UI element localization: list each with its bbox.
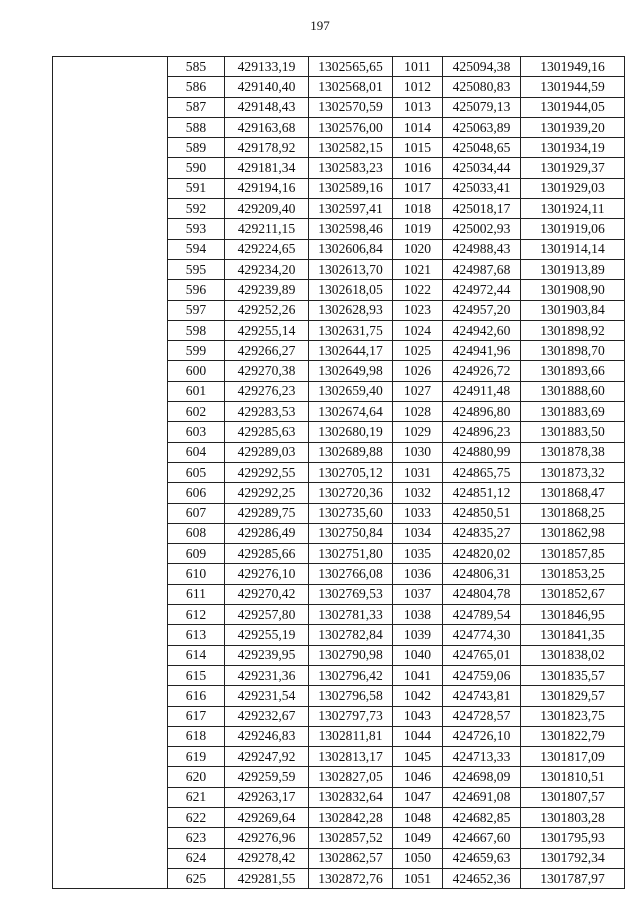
table-cell: 429278,42 (225, 848, 309, 868)
table-cell: 1301817,09 (521, 747, 625, 767)
table-cell: 1302570,59 (309, 97, 393, 117)
table-cell: 1301898,70 (521, 341, 625, 361)
table-cell: 429281,55 (225, 868, 309, 888)
table-cell: 429289,03 (225, 442, 309, 462)
table-cell: 616 (168, 686, 225, 706)
table-cell: 1301924,11 (521, 199, 625, 219)
table-cell: 1302568,01 (309, 77, 393, 97)
table-cell: 608 (168, 523, 225, 543)
table-cell: 596 (168, 280, 225, 300)
table-cell: 424896,80 (443, 402, 521, 422)
table-cell: 1301835,57 (521, 665, 625, 685)
table-cell: 1302796,58 (309, 686, 393, 706)
table-cell: 424743,81 (443, 686, 521, 706)
table-cell: 429270,38 (225, 361, 309, 381)
table-cell: 429181,34 (225, 158, 309, 178)
table-cell: 1018 (393, 199, 443, 219)
table-cell: 1301913,89 (521, 259, 625, 279)
table-cell: 621 (168, 787, 225, 807)
table-cell: 424957,20 (443, 300, 521, 320)
table-cell: 1302597,41 (309, 199, 393, 219)
table-cell: 429285,66 (225, 544, 309, 564)
table-cell: 1302606,84 (309, 239, 393, 259)
table-cell: 429255,19 (225, 625, 309, 645)
table-cell: 590 (168, 158, 225, 178)
table-cell: 424804,78 (443, 584, 521, 604)
table-cell: 424926,72 (443, 361, 521, 381)
table-cell: 588 (168, 117, 225, 137)
table-cell: 429289,75 (225, 503, 309, 523)
table-cell: 1030 (393, 442, 443, 462)
table-cell: 1301823,75 (521, 706, 625, 726)
table-cell: 429209,40 (225, 199, 309, 219)
table-cell: 424659,63 (443, 848, 521, 868)
table-cell: 1020 (393, 239, 443, 259)
table-cell: 429163,68 (225, 117, 309, 137)
table-cell: 1302790,98 (309, 645, 393, 665)
table-cell: 1302598,46 (309, 219, 393, 239)
table-cell: 424682,85 (443, 807, 521, 827)
table-cell: 1302576,00 (309, 117, 393, 137)
table-cell: 1301883,69 (521, 402, 625, 422)
table-cell: 622 (168, 807, 225, 827)
table-cell: 1027 (393, 381, 443, 401)
table-cell: 1301795,93 (521, 828, 625, 848)
table-cell: 1301893,66 (521, 361, 625, 381)
table-cell: 1301868,25 (521, 503, 625, 523)
table-cell: 1301853,25 (521, 564, 625, 584)
table-cell: 425034,44 (443, 158, 521, 178)
table-cell: 429286,49 (225, 523, 309, 543)
table-cell: 1040 (393, 645, 443, 665)
table-cell: 623 (168, 828, 225, 848)
table-cell: 429257,80 (225, 605, 309, 625)
table-cell: 1301841,35 (521, 625, 625, 645)
table-cell: 424865,75 (443, 462, 521, 482)
table-cell: 615 (168, 665, 225, 685)
page-number: 197 (310, 18, 330, 33)
table-cell: 598 (168, 320, 225, 340)
table-cell: 593 (168, 219, 225, 239)
table-cell: 1301810,51 (521, 767, 625, 787)
table-cell: 1051 (393, 868, 443, 888)
table-cell: 1050 (393, 848, 443, 868)
table-cell: 1302782,84 (309, 625, 393, 645)
table-cell: 1302618,05 (309, 280, 393, 300)
table-cell: 425048,65 (443, 138, 521, 158)
table-cell: 425018,17 (443, 199, 521, 219)
table-cell: 1302862,57 (309, 848, 393, 868)
table-cell: 424667,60 (443, 828, 521, 848)
table-cell: 429140,40 (225, 77, 309, 97)
table-cell: 424806,31 (443, 564, 521, 584)
table-cell: 429259,59 (225, 767, 309, 787)
table-cell: 625 (168, 868, 225, 888)
table-cell: 429211,15 (225, 219, 309, 239)
table-cell: 601 (168, 381, 225, 401)
table-cell: 1302769,53 (309, 584, 393, 604)
table-cell: 1302689,88 (309, 442, 393, 462)
table-cell: 1302644,17 (309, 341, 393, 361)
table-cell: 607 (168, 503, 225, 523)
table-cell: 424851,12 (443, 483, 521, 503)
table-cell: 1022 (393, 280, 443, 300)
table-cell: 1301929,03 (521, 178, 625, 198)
table-cell: 1301868,47 (521, 483, 625, 503)
table-cell: 602 (168, 402, 225, 422)
table-cell: 611 (168, 584, 225, 604)
table-cell: 1301803,28 (521, 807, 625, 827)
table-cell: 424726,10 (443, 726, 521, 746)
table-cell: 424728,57 (443, 706, 521, 726)
table-cell: 586 (168, 77, 225, 97)
table-cell: 1037 (393, 584, 443, 604)
table-cell: 429269,64 (225, 807, 309, 827)
table-cell: 1302813,17 (309, 747, 393, 767)
table-cell: 1023 (393, 300, 443, 320)
table-cell: 424774,30 (443, 625, 521, 645)
table-cell: 429232,67 (225, 706, 309, 726)
table-cell: 609 (168, 544, 225, 564)
table-cell: 1301838,02 (521, 645, 625, 665)
table-cell: 1019 (393, 219, 443, 239)
table-cell: 587 (168, 97, 225, 117)
table-cell: 606 (168, 483, 225, 503)
table-cell: 1301888,60 (521, 381, 625, 401)
table-cell: 617 (168, 706, 225, 726)
table-cell: 425033,41 (443, 178, 521, 198)
table-cell: 429239,95 (225, 645, 309, 665)
table-cell: 424713,33 (443, 747, 521, 767)
table-cell: 429178,92 (225, 138, 309, 158)
table-cell: 1021 (393, 259, 443, 279)
table-cell: 1024 (393, 320, 443, 340)
table-cell: 425063,89 (443, 117, 521, 137)
table-cell: 1301829,57 (521, 686, 625, 706)
table-cell: 425079,13 (443, 97, 521, 117)
table-cell: 1043 (393, 706, 443, 726)
table-cell: 1302649,98 (309, 361, 393, 381)
table-cell: 424972,44 (443, 280, 521, 300)
table-cell: 424911,48 (443, 381, 521, 401)
table-cell: 1035 (393, 544, 443, 564)
table-cell: 1025 (393, 341, 443, 361)
table-cell: 425094,38 (443, 57, 521, 77)
table-cell: 1031 (393, 462, 443, 482)
table-cell: 1302766,08 (309, 564, 393, 584)
table-cell: 1301857,85 (521, 544, 625, 564)
table-cell: 1302832,64 (309, 787, 393, 807)
table-cell: 1014 (393, 117, 443, 137)
table-cell: 429246,83 (225, 726, 309, 746)
table-cell: 1301944,05 (521, 97, 625, 117)
table-cell: 424835,27 (443, 523, 521, 543)
table-cell: 1029 (393, 422, 443, 442)
table-cell: 1038 (393, 605, 443, 625)
table-cell: 424698,09 (443, 767, 521, 787)
table-cell: 1301883,50 (521, 422, 625, 442)
table-cell: 424941,96 (443, 341, 521, 361)
table-cell: 1026 (393, 361, 443, 381)
table-cell: 424988,43 (443, 239, 521, 259)
table-cell: 1302582,15 (309, 138, 393, 158)
table-cell: 1301873,32 (521, 462, 625, 482)
table-cell: 1011 (393, 57, 443, 77)
table-cell: 425080,83 (443, 77, 521, 97)
table-cell: 1036 (393, 564, 443, 584)
table-cell: 424820,02 (443, 544, 521, 564)
table-cell: 1301919,06 (521, 219, 625, 239)
table-cell: 1034 (393, 523, 443, 543)
table-cell: 1301792,34 (521, 848, 625, 868)
table-cell: 605 (168, 462, 225, 482)
table-cell: 613 (168, 625, 225, 645)
table-cell: 1041 (393, 665, 443, 685)
table-row (53, 57, 625, 77)
table-cell: 429263,17 (225, 787, 309, 807)
table-cell: 612 (168, 605, 225, 625)
table-cell: 429270,42 (225, 584, 309, 604)
table-cell: 429133,19 (225, 57, 309, 77)
table-cell: 1032 (393, 483, 443, 503)
table-cell: 620 (168, 767, 225, 787)
table-cell: 429292,55 (225, 462, 309, 482)
table-cell: 1302659,40 (309, 381, 393, 401)
table-cell: 1302735,60 (309, 503, 393, 523)
table-cell: 1301929,37 (521, 158, 625, 178)
table-cell: 1302751,80 (309, 544, 393, 564)
table-cell: 1013 (393, 97, 443, 117)
coordinates-table (52, 56, 625, 889)
table-cell: 1033 (393, 503, 443, 523)
table-cell: 429276,96 (225, 828, 309, 848)
table-cell: 429247,92 (225, 747, 309, 767)
table-cell: 1301944,59 (521, 77, 625, 97)
table-cell: 424652,36 (443, 868, 521, 888)
table-cell: 424987,68 (443, 259, 521, 279)
table-cell: 424942,60 (443, 320, 521, 340)
table-cell: 1302674,64 (309, 402, 393, 422)
table-cell: 1302872,76 (309, 868, 393, 888)
table-cell: 1302613,70 (309, 259, 393, 279)
table-cell: 1302628,93 (309, 300, 393, 320)
table-cell: 1049 (393, 828, 443, 848)
table-cell: 1301862,98 (521, 523, 625, 543)
table-cell: 1302680,19 (309, 422, 393, 442)
table-cell: 424850,51 (443, 503, 521, 523)
coordinates-table-body (53, 57, 625, 889)
table-cell: 604 (168, 442, 225, 462)
table-cell: 1028 (393, 402, 443, 422)
table-cell: 614 (168, 645, 225, 665)
table-cell: 1302797,73 (309, 706, 393, 726)
table-cell: 429285,63 (225, 422, 309, 442)
table-cell: 595 (168, 259, 225, 279)
table-cell: 1044 (393, 726, 443, 746)
table-cell: 1017 (393, 178, 443, 198)
table-cell: 1301903,84 (521, 300, 625, 320)
table-cell: 429252,26 (225, 300, 309, 320)
table-cell: 1302811,81 (309, 726, 393, 746)
table-cell: 619 (168, 747, 225, 767)
table-cell: 1302720,36 (309, 483, 393, 503)
table-cell: 603 (168, 422, 225, 442)
table-cell: 1302857,52 (309, 828, 393, 848)
blank-label-cell (53, 57, 168, 889)
table-cell: 424765,01 (443, 645, 521, 665)
table-cell: 424789,54 (443, 605, 521, 625)
table-cell: 592 (168, 199, 225, 219)
table-cell: 1039 (393, 625, 443, 645)
table-cell: 1301898,92 (521, 320, 625, 340)
table-cell: 1301878,38 (521, 442, 625, 462)
table-cell: 1042 (393, 686, 443, 706)
table-cell: 1302583,23 (309, 158, 393, 178)
table-cell: 425002,93 (443, 219, 521, 239)
table-cell: 429255,14 (225, 320, 309, 340)
table-cell: 1301939,20 (521, 117, 625, 137)
table-cell: 1301914,14 (521, 239, 625, 259)
table-cell: 1301846,95 (521, 605, 625, 625)
table-cell: 589 (168, 138, 225, 158)
table-cell: 610 (168, 564, 225, 584)
table-cell: 618 (168, 726, 225, 746)
table-cell: 1046 (393, 767, 443, 787)
table-cell: 1302589,16 (309, 178, 393, 198)
table-cell: 1012 (393, 77, 443, 97)
table-cell: 1302842,28 (309, 807, 393, 827)
table-cell: 429194,16 (225, 178, 309, 198)
table-cell: 1301852,67 (521, 584, 625, 604)
table-cell: 1302796,42 (309, 665, 393, 685)
table-cell: 429276,23 (225, 381, 309, 401)
table-cell: 429234,20 (225, 259, 309, 279)
table-cell: 424759,06 (443, 665, 521, 685)
table-cell: 429276,10 (225, 564, 309, 584)
table-cell: 1301949,16 (521, 57, 625, 77)
table-cell: 594 (168, 239, 225, 259)
table-cell: 429283,53 (225, 402, 309, 422)
table-cell: 1301787,97 (521, 868, 625, 888)
table-cell: 600 (168, 361, 225, 381)
table-cell: 1302705,12 (309, 462, 393, 482)
table-cell: 1015 (393, 138, 443, 158)
table-cell: 1016 (393, 158, 443, 178)
table-cell: 1301807,57 (521, 787, 625, 807)
table-cell: 1302631,75 (309, 320, 393, 340)
table-cell: 1302781,33 (309, 605, 393, 625)
table-cell: 1047 (393, 787, 443, 807)
table-cell: 1048 (393, 807, 443, 827)
table-cell: 429148,43 (225, 97, 309, 117)
table-cell: 424880,99 (443, 442, 521, 462)
table-cell: 597 (168, 300, 225, 320)
table-cell: 429231,36 (225, 665, 309, 685)
table-cell: 424896,23 (443, 422, 521, 442)
table-cell: 1045 (393, 747, 443, 767)
table-cell: 599 (168, 341, 225, 361)
table-cell: 1301908,90 (521, 280, 625, 300)
table-cell: 624 (168, 848, 225, 868)
table-cell: 1301934,19 (521, 138, 625, 158)
table-cell: 1302750,84 (309, 523, 393, 543)
table-cell: 429231,54 (225, 686, 309, 706)
table-cell: 1302565,65 (309, 57, 393, 77)
table-cell: 429239,89 (225, 280, 309, 300)
table-cell: 1302827,05 (309, 767, 393, 787)
table-cell: 1301822,79 (521, 726, 625, 746)
table-cell: 585 (168, 57, 225, 77)
table-cell: 429266,27 (225, 341, 309, 361)
table-cell: 424691,08 (443, 787, 521, 807)
table-cell: 429292,25 (225, 483, 309, 503)
table-cell: 429224,65 (225, 239, 309, 259)
table-cell: 591 (168, 178, 225, 198)
